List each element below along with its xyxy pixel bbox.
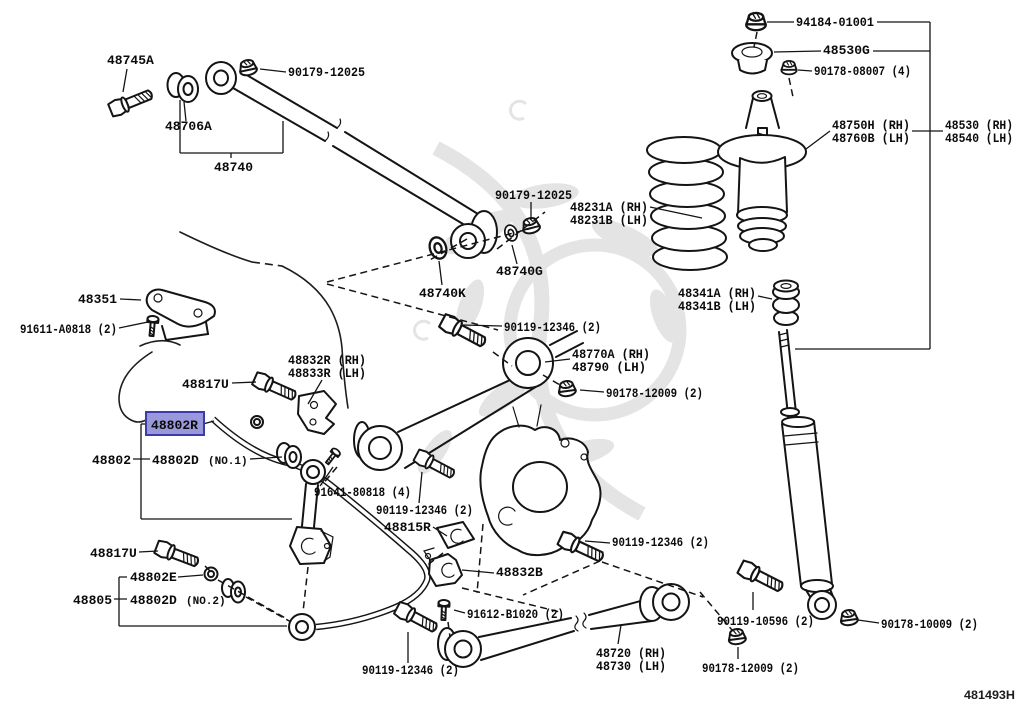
part-shape-91641-screw (323, 447, 341, 466)
part-shape-48815r-bushing (437, 522, 474, 548)
part-label-90119-10596[interactable]: 90119-10596 (2) (717, 614, 814, 629)
part-label-48770a[interactable]: 48770A (RH) (572, 347, 650, 362)
part-label-94184-01001[interactable]: 94184-01001 (796, 15, 875, 30)
part-label-48530g[interactable]: 48530G (823, 43, 870, 58)
part-label-91641-80818[interactable]: 91641-80818 (4) (314, 485, 411, 500)
part-shape-48231-spring (647, 137, 727, 270)
part-label-90178-10009[interactable]: 90178-10009 (2) (881, 617, 978, 632)
part-shape-90119-bolt-bottom (393, 601, 439, 636)
part-label-48802d-no2[interactable]: 48802D (130, 593, 177, 608)
part-shape-48351-bracket (147, 290, 215, 340)
part-label-48730[interactable]: 48730 (LH) (596, 659, 666, 674)
part-shape-90178-12009-nut-2 (727, 628, 746, 645)
part-label-48231a[interactable]: 48231A (RH) (570, 200, 648, 215)
part-label-48815r[interactable]: 48815R (384, 520, 431, 535)
part-label-48832b[interactable]: 48832B (496, 565, 543, 580)
part-label-48351[interactable]: 48351 (78, 292, 118, 307)
part-label-48740g[interactable]: 48740G (496, 264, 543, 279)
part-shape-48832r-bracket (298, 391, 336, 434)
part-label-48745a[interactable]: 48745A (107, 53, 154, 68)
part-shape-90178-08007-nut (781, 61, 796, 75)
part-label-90179-12025-top[interactable]: 90179-12025 (288, 65, 366, 80)
part-shape-48817u-bolt-2 (154, 539, 201, 570)
part-label-91612-b1020[interactable]: 91612-B1020 (2) (467, 607, 564, 622)
part-label-48231b[interactable]: 48231B (LH) (570, 213, 648, 228)
part-label-48740k[interactable]: 48740K (419, 286, 466, 301)
part-label-48706a[interactable]: 48706A (165, 119, 212, 134)
part-label-48720[interactable]: 48720 (RH) (596, 646, 666, 661)
part-label-90119-12346-4[interactable]: 90119-12346 (2) (362, 663, 459, 678)
part-label-90179-12025-mid[interactable]: 90179-12025 (495, 188, 573, 203)
part-label-48833r[interactable]: 48833R (LH) (288, 366, 366, 381)
drawing-code: 481493H (964, 688, 1015, 702)
part-shape-48750h-support (718, 91, 806, 251)
part-shape-90178-12009-nut-1 (557, 380, 576, 397)
part-shape-48530g-support (732, 43, 772, 74)
part-label-48760b[interactable]: 48760B (LH) (832, 131, 910, 146)
part-label-48540[interactable]: 48540 (LH) (945, 131, 1013, 146)
part-label-48802d-no2-suffix[interactable]: (NO.2) (186, 596, 226, 608)
part-shape-90179-nut-top (238, 59, 258, 77)
part-label-91611-a0818[interactable]: 91611-A0818 (2) (20, 322, 117, 337)
part-shape-90119-10596-bolt (737, 559, 786, 595)
part-label-48802d-no1-suffix[interactable]: (NO.1) (208, 456, 248, 468)
part-shape-48740k-washer (427, 235, 449, 261)
part-label-90178-12009-2[interactable]: 90178-12009 (2) (702, 661, 799, 676)
part-shape-94184-nut (746, 13, 766, 30)
part-label-48832r[interactable]: 48832R (RH) (288, 353, 366, 368)
part-label-48802d-no1[interactable]: 48802D (152, 453, 199, 468)
part-shape-48745a-bolt (108, 86, 155, 117)
part-label-48802[interactable]: 48802 (92, 453, 132, 468)
part-shape-knuckle (480, 405, 600, 555)
part-label-48817u-1[interactable]: 48817U (182, 377, 229, 392)
part-label-48530[interactable]: 48530 (RH) (945, 118, 1013, 133)
part-shape-shock-absorber (779, 330, 836, 619)
part-label-48790[interactable]: 48790 (LH) (572, 360, 646, 375)
part-label-90119-12346-3[interactable]: 90119-12346 (2) (612, 535, 709, 550)
part-label-90178-12009-1[interactable]: 90178-12009 (2) (606, 386, 703, 401)
part-shape-91612-screw (438, 600, 450, 620)
part-label-48750h[interactable]: 48750H (RH) (832, 118, 910, 133)
part-label-48802e[interactable]: 48802E (130, 570, 177, 585)
part-label-48802r-selected[interactable]: 48802R (151, 418, 199, 433)
part-label-48341b[interactable]: 48341B (LH) (678, 299, 756, 314)
part-label-48817u-2[interactable]: 48817U (90, 546, 137, 561)
part-shape-48341-bumper (773, 281, 799, 326)
part-label-48740[interactable]: 48740 (214, 160, 254, 175)
part-label-48341a[interactable]: 48341A (RH) (678, 286, 756, 301)
part-label-90119-12346-2[interactable]: 90119-12346 (2) (376, 503, 473, 518)
part-label-48805[interactable]: 48805 (73, 593, 113, 608)
part-label-90178-08007[interactable]: 90178-08007 (4) (814, 64, 911, 79)
part-shape-91611-screw (146, 316, 159, 337)
part-label-90119-12346-1[interactable]: 90119-12346 (2) (504, 320, 601, 335)
part-shape-90178-10009-nut (839, 609, 858, 626)
part-shape-48802e-collar (205, 568, 218, 581)
